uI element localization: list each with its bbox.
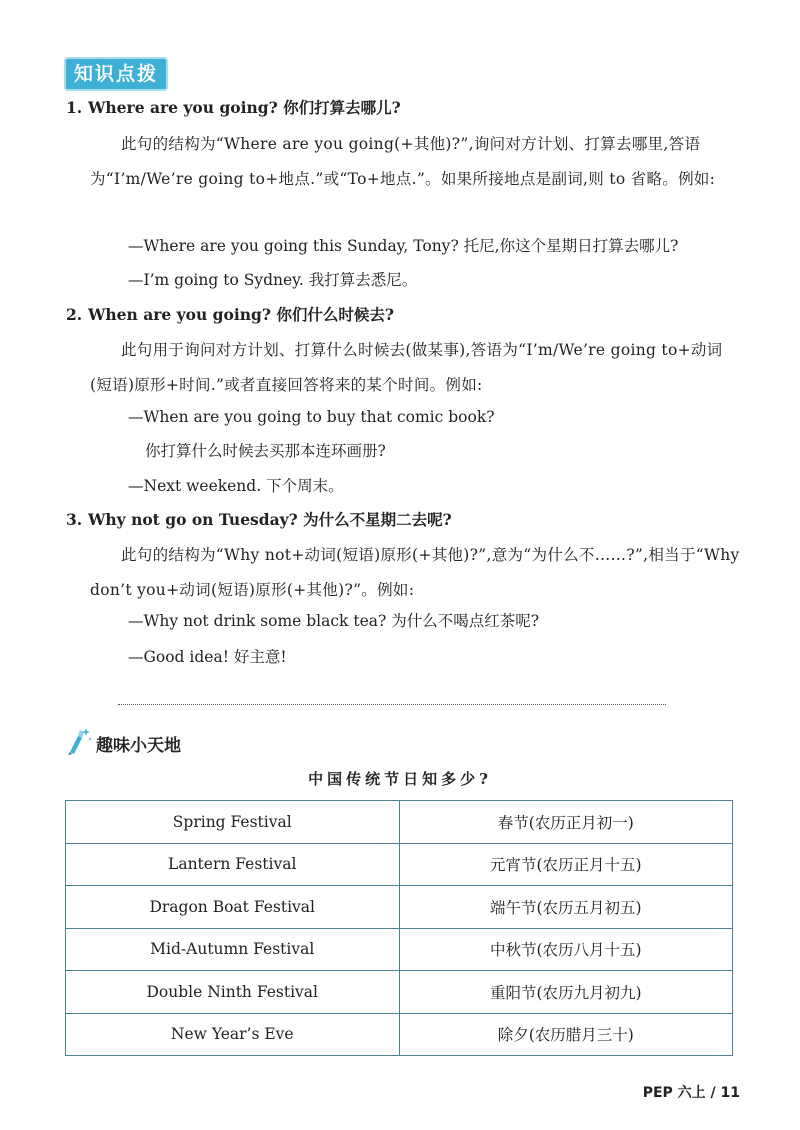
- festival-en: Mid-Autumn Festival: [66, 928, 400, 971]
- section-3-example-2: —Good idea! 好主意!: [128, 648, 287, 666]
- section-3-title: Why not go on Tuesday? 为什么不星期二去呢?: [88, 510, 452, 529]
- dotted-divider: [118, 704, 666, 705]
- section-1-number: 1.: [66, 98, 83, 117]
- section-1-heading: [66, 98, 401, 118]
- festival-en: Dragon Boat Festival: [66, 886, 400, 929]
- festival-table: [65, 800, 733, 1056]
- section-2-explanation: 此句用于询问对方计划、打算什么时候去(做某事),答语为“I’m/We’re going to+动词(短语)原形+时间.”或者直接回答将来的某个时间。例如:: [90, 341, 723, 394]
- section-3-number: 3.: [66, 510, 83, 529]
- sparkle-pen-icon: [64, 724, 94, 756]
- section-1-title: Where are you going? 你们打算去哪儿?: [88, 98, 401, 117]
- festival-zh: 中秋节(农历八月十五): [399, 928, 733, 971]
- section-2-example-1: —When are you going to buy that comic book?: [128, 408, 495, 426]
- table-row: [66, 843, 733, 886]
- festival-en: Spring Festival: [66, 801, 400, 844]
- section-3-explanation: 此句的结构为“Why not+动词(短语)原形(+其他)?”,意为“为什么不……?”,相当于“Why don’t you+动词(短语)原形(+其他)?”。例如:: [90, 546, 740, 599]
- fun-section-title: 趣味小天地: [96, 736, 181, 756]
- table-row: [66, 801, 733, 844]
- festival-zh: 春节(农历正月初一): [399, 801, 733, 844]
- festival-zh: 端午节(农历五月初五): [399, 886, 733, 929]
- festival-zh: 除夕(农历腊月三十): [399, 1013, 733, 1056]
- section-2-example-2: 你打算什么时候去买那本连环画册?: [145, 442, 386, 460]
- knowledge-badge: 知识点拨: [64, 57, 168, 91]
- section-2-example-3: —Next weekend. 下个周末。: [128, 477, 344, 495]
- festival-en: New Year’s Eve: [66, 1013, 400, 1056]
- section-1-example-1: —Where are you going this Sunday, Tony? 托尼,你这个星期日打算去哪儿?: [128, 237, 679, 255]
- section-3-example-1: —Why not drink some black tea? 为什么不喝点红茶呢?: [128, 612, 540, 630]
- table-row: [66, 886, 733, 929]
- festival-en: Lantern Festival: [66, 843, 400, 886]
- festival-zh: 元宵节(农历正月十五): [399, 843, 733, 886]
- page-footer: PEP 六上 / 11: [642, 1085, 740, 1101]
- section-2-heading: [66, 305, 394, 325]
- section-1-explanation: 此句的结构为“Where are you going(+其他)?”,询问对方计划、打算去哪里,答语为“I’m/We’re going to+地点.”或“To+地点.”。如果所接地点是副词,则 to 省略。例如:: [90, 135, 716, 188]
- festival-zh: 重阳节(农历九月初九): [399, 971, 733, 1014]
- table-row: [66, 971, 733, 1014]
- section-3-heading: [66, 510, 452, 530]
- section-2-number: 2.: [66, 305, 83, 324]
- table-row: [66, 1013, 733, 1056]
- festival-table-title: 中国传统节日知多少?: [308, 770, 492, 788]
- section-2-title: When are you going? 你们什么时候去?: [88, 305, 394, 324]
- festival-en: Double Ninth Festival: [66, 971, 400, 1014]
- table-row: [66, 928, 733, 971]
- section-1-example-2: —I’m going to Sydney. 我打算去悉尼。: [128, 271, 418, 289]
